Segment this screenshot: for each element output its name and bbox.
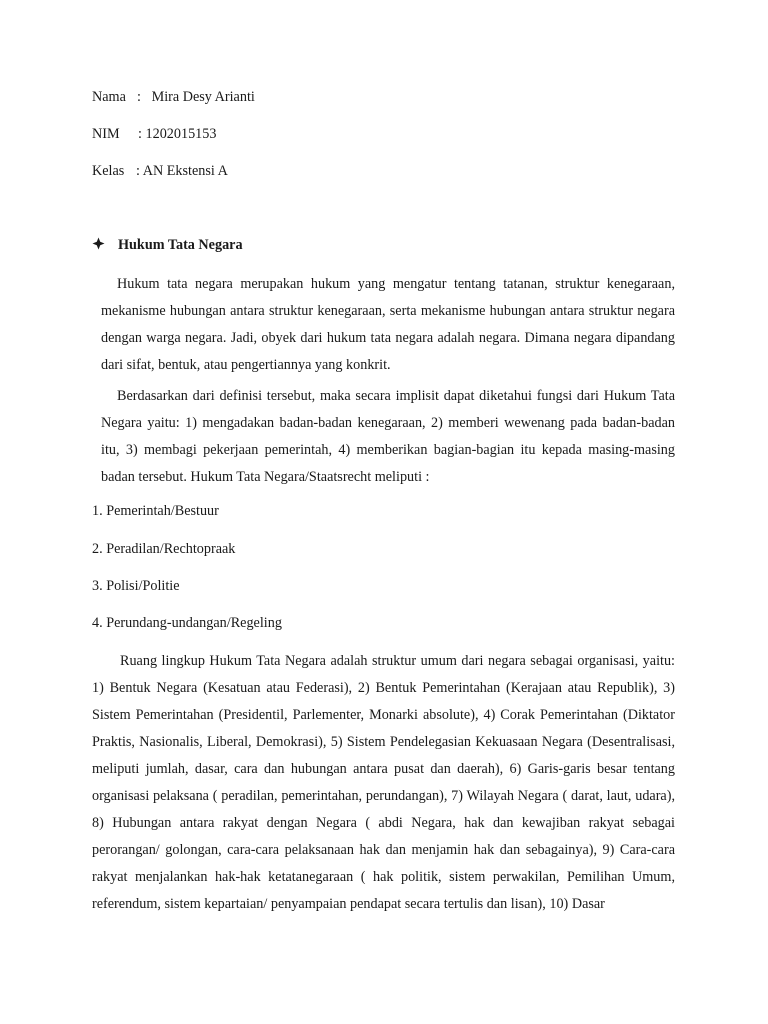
meta-kelas-row	[92, 162, 228, 180]
list-item: 4. Perundang-undangan/Regeling	[92, 615, 282, 631]
paragraph-definition: Hukum tata negara merupakan hukum yang mengatur tentang tatanan, struktur kenegaraan, mekanisme hubungan antara struktur kenegaraan, serta mekanisme hubungan antara struktur negara dengan warga negara. Jadi, obyek dari hukum tata negara adalah negara. Dimana negara dipandang dari sifat, bentuk, atau pengertiannya yang konkrit.	[101, 276, 675, 373]
meta-nim-separator: :	[138, 126, 142, 142]
paragraph-functions: Berdasarkan dari definisi tersebut, maka secara implisit dapat diketahui fungsi dari Hukum Tata Negara yaitu: 1) mengadakan badan-badan kenegaraan, 2) memberi wewenang pada badan-badan itu, 3) membagi pekerjaan pemerintah, 4) memberikan bagian-bagian itu kepada masing-masing badan tersebut. Hukum Tata Negara/Staatsrecht meliputi :	[101, 388, 675, 485]
meta-nama-separator: :	[137, 89, 141, 105]
meta-nim-value: 1202015153	[145, 126, 217, 142]
meta-nama-row	[92, 88, 255, 106]
list-item: 3. Polisi/Politie	[92, 578, 180, 594]
list-item: 1. Pemerintah/Bestuur	[92, 503, 219, 519]
meta-nama-value: Mira Desy Arianti	[151, 89, 255, 105]
meta-kelas-value: AN Ekstensi A	[142, 163, 228, 179]
meta-nama-label: Nama	[92, 89, 126, 105]
section-title: Hukum Tata Negara	[118, 237, 243, 253]
meta-nim-label: NIM	[92, 126, 120, 142]
list-item: 2. Peradilan/Rechtopraak	[92, 541, 236, 557]
meta-kelas-label: Kelas	[92, 163, 125, 179]
section-heading	[92, 236, 243, 254]
diamond-bullet-icon	[92, 236, 118, 254]
paragraph-scope: Ruang lingkup Hukum Tata Negara adalah struktur umum dari negara sebagai organisasi, yaitu: 1) Bentuk Negara (Kesatuan atau Federasi), 2) Bentuk Pemerintahan (Kerajaan atau Republik), 3) Sistem Pemerintahan (Presidentil, Parlementer, Monarki absolute), 4) Corak Pemerintahan (Diktator Praktis, Nasionalis, Liberal, Demokrasi), 5) Sistem Pendelegasian Kekuasaan Negara (Desentralisasi, meliputi jumlah, dasar, cara dan hubungan antara pusat dan daerah), 6) Garis-garis besar tentang organisasi pelaksana ( peradilan, pemerintahan, perundangan), 7) Wilayah Negara ( darat, laut, udara), 8) Hubungan antara rakyat dengan Negara ( abdi Negara, hak dan kewajiban rakyat sebagai perorangan/ golongan, cara-cara pelaksanaan hak dan menjamin hak dan sebagainya), 9) Cara-cara rakyat menjalankan hak-hak ketatanegaraan ( hak politik, sistem perwakilan, Pemilihan Umum, referendum, sistem kepartaian/ penyampaian pendapat secara tertulis dan lisan), 10) Dasar	[92, 653, 675, 912]
meta-nim-row	[92, 125, 216, 143]
meta-kelas-separator: :	[136, 163, 140, 179]
